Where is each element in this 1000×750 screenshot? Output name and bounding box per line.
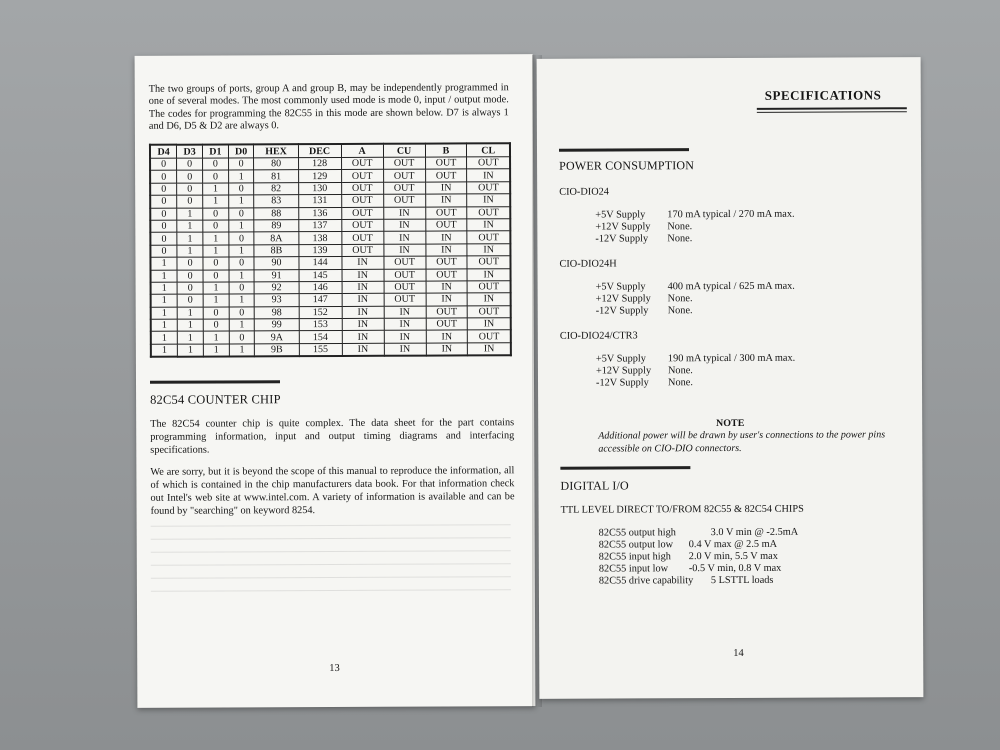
table-cell: 1 <box>229 319 255 332</box>
table-cell: 1 <box>229 294 255 307</box>
note-text: Additional power will be drawn by user's connections to the power pins accessible on CIO-DIO connectors. <box>598 429 886 455</box>
table-cell: OUT <box>383 182 425 195</box>
table-cell: IN <box>342 331 384 344</box>
table-cell: OUT <box>468 330 511 343</box>
table-cell: 0 <box>228 207 254 220</box>
digital-spec-label: 82C55 output low <box>598 539 674 551</box>
table-cell: 0 <box>177 183 203 196</box>
supply-label: -12V Supply <box>595 233 649 245</box>
table-cell: 88 <box>254 207 298 220</box>
section-rule <box>150 380 280 384</box>
table-cell: 147 <box>299 294 342 307</box>
table-cell: 0 <box>229 282 255 295</box>
table-cell: 139 <box>298 244 341 257</box>
counter-paragraph-1: The 82C54 counter chip is quite complex. The data sheet for the part contains programming information, input and output timing diagrams and interfacing specifications. <box>150 417 515 456</box>
table-cell: 1 <box>229 344 255 357</box>
supply-value: None. <box>667 305 693 317</box>
supply-value: None. <box>667 221 693 233</box>
left-page <box>135 54 536 708</box>
table-cell: 1 <box>151 332 178 345</box>
table-cell: OUT <box>426 306 468 319</box>
table-cell: IN <box>342 269 384 282</box>
table-cell: 1 <box>229 220 255 233</box>
table-cell: OUT <box>384 293 426 306</box>
table-cell: 0 <box>203 170 229 183</box>
table-cell: OUT <box>341 219 383 232</box>
supply-label: +12V Supply <box>595 365 652 377</box>
digital-spec-label: 82C55 output high <box>598 527 676 539</box>
table-cell: 1 <box>177 220 203 233</box>
table-cell: 83 <box>254 195 298 208</box>
table-cell: IN <box>425 194 467 207</box>
table-cell: OUT <box>467 182 510 195</box>
table-cell: OUT <box>384 281 426 294</box>
table-cell: IN <box>383 231 425 244</box>
table-row <box>150 219 510 233</box>
table-cell: OUT <box>467 231 510 244</box>
table-cell: IN <box>426 330 468 343</box>
table-cell: 0 <box>229 232 255 245</box>
supply-label: +5V Supply <box>595 353 646 365</box>
table-cell: 131 <box>298 195 341 208</box>
table-cell: OUT <box>341 207 383 220</box>
table-cell: 1 <box>203 294 229 307</box>
title-rule <box>757 107 907 110</box>
table-cell: IN <box>467 169 510 182</box>
table-cell: OUT <box>467 256 510 269</box>
table-cell: 0 <box>229 257 255 270</box>
table-cell: 1 <box>203 344 229 357</box>
table-cell: IN <box>383 207 425 220</box>
table-cell: 154 <box>299 331 342 344</box>
open-booklet <box>136 55 922 707</box>
supply-value: 400 mA typical / 625 mA max. <box>667 280 795 293</box>
digital-spec-value: -0.5 V min, 0.8 V max <box>688 562 782 575</box>
table-cell: IN <box>383 219 425 232</box>
table-cell: OUT <box>341 157 383 170</box>
table-cell: OUT <box>341 194 383 207</box>
column-header: D4 <box>150 145 177 159</box>
table-cell: 0 <box>150 220 177 233</box>
table-cell: 0 <box>203 269 229 282</box>
table-cell: 0 <box>228 158 254 171</box>
table-cell: 1 <box>203 232 229 245</box>
table-cell: OUT <box>425 256 467 269</box>
column-header: CL <box>467 143 510 157</box>
table-cell: IN <box>384 318 426 331</box>
table-cell: OUT <box>383 169 425 182</box>
table-cell: IN <box>426 281 468 294</box>
page-title: SPECIFICATIONS <box>764 87 882 103</box>
table-cell: OUT <box>384 269 426 282</box>
table-cell: 0 <box>177 195 203 208</box>
table-cell: 144 <box>299 257 342 270</box>
table-cell: 0 <box>150 183 177 196</box>
table-cell: 1 <box>228 195 254 208</box>
table-cell: 0 <box>229 307 255 320</box>
table-cell: 146 <box>299 281 342 294</box>
table-cell: 1 <box>177 245 203 258</box>
table-cell: OUT <box>425 219 467 232</box>
table-cell: IN <box>425 231 467 244</box>
table-cell: 1 <box>150 257 177 270</box>
column-header: D1 <box>202 144 228 158</box>
table-cell: 0 <box>203 220 229 233</box>
supply-label: +12V Supply <box>595 293 651 305</box>
table-row <box>150 157 510 171</box>
digital-spec-value: 2.0 V min, 5.5 V max <box>688 550 778 563</box>
title-rule-thin <box>757 111 907 113</box>
supply-value: None. <box>667 365 693 377</box>
table-cell: IN <box>342 256 384 269</box>
table-cell: 98 <box>255 306 299 319</box>
table-cell: OUT <box>425 206 467 219</box>
table-cell: OUT <box>426 268 468 281</box>
table-cell: 1 <box>177 232 203 245</box>
table-cell: IN <box>467 268 510 281</box>
table-cell: 99 <box>255 319 299 332</box>
table-cell: 0 <box>150 195 177 208</box>
column-header: HEX <box>254 144 298 158</box>
table-body <box>150 157 511 357</box>
supply-label: -12V Supply <box>595 377 649 389</box>
table-cell: 81 <box>254 170 298 183</box>
digital-spec-value: 5 LSTTL loads <box>710 574 774 587</box>
table-cell: OUT <box>384 256 426 269</box>
table-cell: OUT <box>342 244 384 257</box>
table-cell: 0 <box>177 158 203 171</box>
table-cell: 9B <box>255 344 299 357</box>
table-cell: 1 <box>203 195 229 208</box>
table-cell: 80 <box>254 158 298 171</box>
table-row <box>150 206 510 220</box>
table-cell: IN <box>468 293 511 306</box>
digital-spec-value: 3.0 V min @ -2.5mA <box>710 526 799 539</box>
column-header: D0 <box>228 144 254 158</box>
table-cell: 130 <box>298 182 341 195</box>
table-cell: 93 <box>255 294 299 307</box>
table-cell: 1 <box>203 183 229 196</box>
supply-value: None. <box>667 233 693 245</box>
table-cell: 0 <box>177 170 203 183</box>
table-cell: 1 <box>151 270 178 283</box>
table-cell: OUT <box>426 318 468 331</box>
table-cell: 1 <box>203 282 229 295</box>
supply-value: 190 mA typical / 300 mA max. <box>667 352 796 365</box>
mode-codes-table <box>149 142 512 358</box>
table-row <box>150 169 510 183</box>
table-cell: OUT <box>383 194 425 207</box>
table-cell: 0 <box>177 294 203 307</box>
table-cell: OUT <box>383 157 425 170</box>
board-name: CIO-DIO24H <box>559 258 617 270</box>
table-cell: OUT <box>468 281 511 294</box>
table-cell: 152 <box>299 306 342 319</box>
table-cell: IN <box>384 343 426 356</box>
column-header: A <box>341 144 383 158</box>
note-title: NOTE <box>716 417 745 430</box>
power-rule <box>559 148 689 152</box>
table-cell: 136 <box>298 207 341 220</box>
table-row <box>151 343 511 357</box>
table-cell: 0 <box>203 307 229 320</box>
table-cell: 0 <box>177 257 203 270</box>
table-cell: 0 <box>150 158 177 171</box>
table-cell: OUT <box>468 305 511 318</box>
table-cell: OUT <box>425 169 467 182</box>
table-cell: OUT <box>341 182 383 195</box>
table-cell: 0 <box>150 233 177 246</box>
table-cell: IN <box>342 294 384 307</box>
table-cell: 1 <box>203 245 229 258</box>
table-cell: IN <box>342 281 384 294</box>
table-cell: IN <box>342 318 384 331</box>
column-header: DEC <box>298 144 341 158</box>
supply-value: None. <box>667 293 693 305</box>
table-cell: 138 <box>298 232 341 245</box>
table-cell: 1 <box>177 208 203 221</box>
table-cell: IN <box>342 343 384 356</box>
table-cell: IN <box>467 243 510 256</box>
table-cell: IN <box>467 194 510 207</box>
table-cell: 1 <box>178 344 204 357</box>
table-cell: OUT <box>341 232 383 245</box>
ttl-subheading: TTL LEVEL DIRECT TO/FROM 82C55 & 82C54 CHIPS <box>560 503 804 516</box>
table-cell: IN <box>384 306 426 319</box>
digital-rule <box>560 466 690 470</box>
table-cell: IN <box>426 293 468 306</box>
table-cell: 0 <box>203 257 229 270</box>
table-cell: 90 <box>254 257 298 270</box>
digital-heading: DIGITAL I/O <box>560 478 629 493</box>
table-cell: 89 <box>254 220 298 233</box>
table-cell: 82 <box>254 182 298 195</box>
table-cell: IN <box>426 343 468 356</box>
intro-paragraph: The two groups of ports, group A and group B, may be independently programmed in one of several modes. The most commonly used mode is mode 0, input / output mode. The codes for programming the 82C55 in this mode are shown below. D7 is always 1 and D6, D5 & D2 are always 0. <box>148 82 509 133</box>
table-cell: 91 <box>254 269 298 282</box>
page-number-right: 14 <box>733 647 744 659</box>
table-cell: 0 <box>228 183 254 196</box>
digital-spec-label: 82C55 input high <box>598 551 671 563</box>
power-heading: POWER CONSUMPTION <box>559 158 695 173</box>
supply-value: None. <box>667 377 693 389</box>
table-cell: 128 <box>298 157 341 170</box>
column-header: D3 <box>177 145 203 159</box>
table-cell: OUT <box>467 157 510 170</box>
table-cell: OUT <box>341 170 383 183</box>
digital-spec-label: 82C55 drive capability <box>598 575 694 587</box>
table-cell: IN <box>468 318 511 331</box>
supply-label: +5V Supply <box>595 209 646 221</box>
table-cell: IN <box>384 331 426 344</box>
column-header: B <box>425 143 467 157</box>
show-through-text <box>151 524 511 616</box>
table-cell: 1 <box>177 319 203 332</box>
digital-spec-label: 82C55 input low <box>598 563 669 575</box>
table-row <box>150 256 510 270</box>
section-title-82c54: 82C54 COUNTER CHIP <box>150 392 281 407</box>
table-cell: 0 <box>150 171 177 184</box>
table-cell: 92 <box>255 282 299 295</box>
supply-label: -12V Supply <box>595 305 649 317</box>
table-cell: 0 <box>203 208 229 221</box>
supply-value: 170 mA typical / 270 mA max. <box>667 208 795 221</box>
supply-label: +12V Supply <box>595 221 651 233</box>
table-cell: OUT <box>425 157 467 170</box>
table-cell: 1 <box>178 332 204 345</box>
table-cell: 0 <box>229 331 255 344</box>
table-cell: 1 <box>151 294 178 307</box>
table-cell: 137 <box>298 219 341 232</box>
digital-spec-value: 0.4 V max @ 2.5 mA <box>688 538 778 551</box>
board-name: CIO-DIO24/CTR3 <box>559 330 638 342</box>
table-cell: 0 <box>150 208 177 221</box>
table-cell: OUT <box>467 206 510 219</box>
table-cell: 8B <box>254 244 298 257</box>
table-cell: 145 <box>299 269 342 282</box>
table-cell: 0 <box>177 282 203 295</box>
table-cell: 155 <box>299 343 342 356</box>
table-cell: IN <box>468 343 511 356</box>
table-cell: 1 <box>228 170 254 183</box>
table-cell: 0 <box>177 270 203 283</box>
table-row <box>151 268 511 282</box>
table-cell: 129 <box>298 170 341 183</box>
table-cell: 0 <box>202 158 228 171</box>
board-name: CIO-DIO24 <box>559 186 609 198</box>
table-cell: IN <box>425 244 467 257</box>
page-number-left: 13 <box>329 662 340 675</box>
right-page <box>537 57 924 699</box>
table-cell: IN <box>342 306 384 319</box>
table-cell: 1 <box>177 307 203 320</box>
table-row <box>151 305 511 319</box>
table-cell: IN <box>425 182 467 195</box>
supply-label: +5V Supply <box>595 281 646 293</box>
table-cell: 153 <box>299 319 342 332</box>
table-cell: 8A <box>254 232 298 245</box>
table-cell: 1 <box>151 282 178 295</box>
counter-paragraph-2: We are sorry, but it is beyond the scope of this manual to reproduce the information, all of which is contained in the chip manufacturers data book. For that information check out Intel's web site at www.intel.com. A variety of information is available and can be found by "searching" on keyword 8254. <box>150 465 515 517</box>
column-header: CU <box>383 144 425 158</box>
table-cell: 1 <box>151 344 178 357</box>
table-row <box>151 318 511 332</box>
table-cell: IN <box>467 219 510 232</box>
table-cell: 1 <box>151 307 178 320</box>
table-cell: 9A <box>255 331 299 344</box>
table-cell: 0 <box>203 319 229 332</box>
table-cell: IN <box>383 244 425 257</box>
table-cell: 0 <box>150 245 177 258</box>
table-cell: 1 <box>151 319 178 332</box>
table-cell: 1 <box>229 245 255 258</box>
table-cell: 1 <box>203 331 229 344</box>
table-cell: 1 <box>229 269 255 282</box>
